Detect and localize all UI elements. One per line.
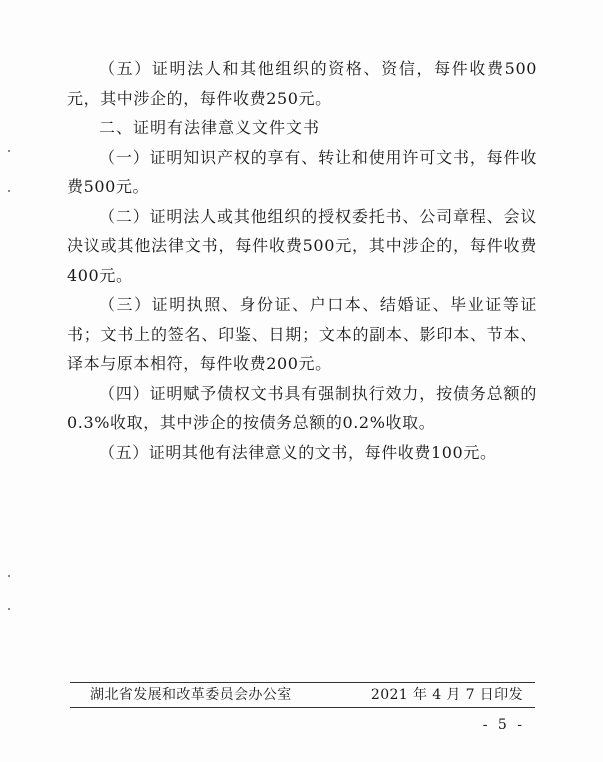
footer-date: 2021 年 4 月 7 日印发 (370, 687, 523, 703)
margin-mark (8, 150, 10, 152)
footer-bottom-rule (70, 707, 535, 708)
footer-top-rule (70, 682, 535, 683)
paragraph-item-1-ip: （一）证明知识产权的享有、转让和使用许可文书，每件收费500元。 (67, 147, 537, 196)
paragraph-item-3-certificates: （三）证明执照、身份证、户口本、结婚证、毕业证等证书；文书上的签名、印鉴、日期；文本的副本、影印本、节本、译本与原本相符，每件收费200元。 (67, 295, 537, 373)
paragraph-item-2-authorization: （二）证明法人或其他组织的授权委托书、公司章程、会议决议或其他法律文书，每件收费500元，其中涉企的，每件收费400元。 (67, 206, 537, 285)
margin-mark (8, 190, 10, 192)
document-body (67, 54, 537, 467)
margin-mark (8, 608, 10, 610)
section-heading: 二、证明有法律意义文件文书 (99, 118, 321, 137)
paragraph-item-5-qualification: （五）证明法人和其他组织的资格、资信，每件收费500元，其中涉企的，每件收费250元。 (67, 59, 537, 108)
page-number: - 5 - (482, 717, 525, 733)
paragraph-item-4-enforcement: （四）证明赋予债权文书具有强制执行效力，按债务总额的0.3%收取，其中涉企的按债务总额的0.2%收取。 (67, 383, 537, 432)
paragraph-item-5-other: （五）证明其他有法律意义的文书，每件收费100元。 (99, 442, 497, 462)
footer-issuer: 湖北省发展和改革委员会办公室 (90, 687, 292, 703)
margin-mark (8, 575, 10, 577)
